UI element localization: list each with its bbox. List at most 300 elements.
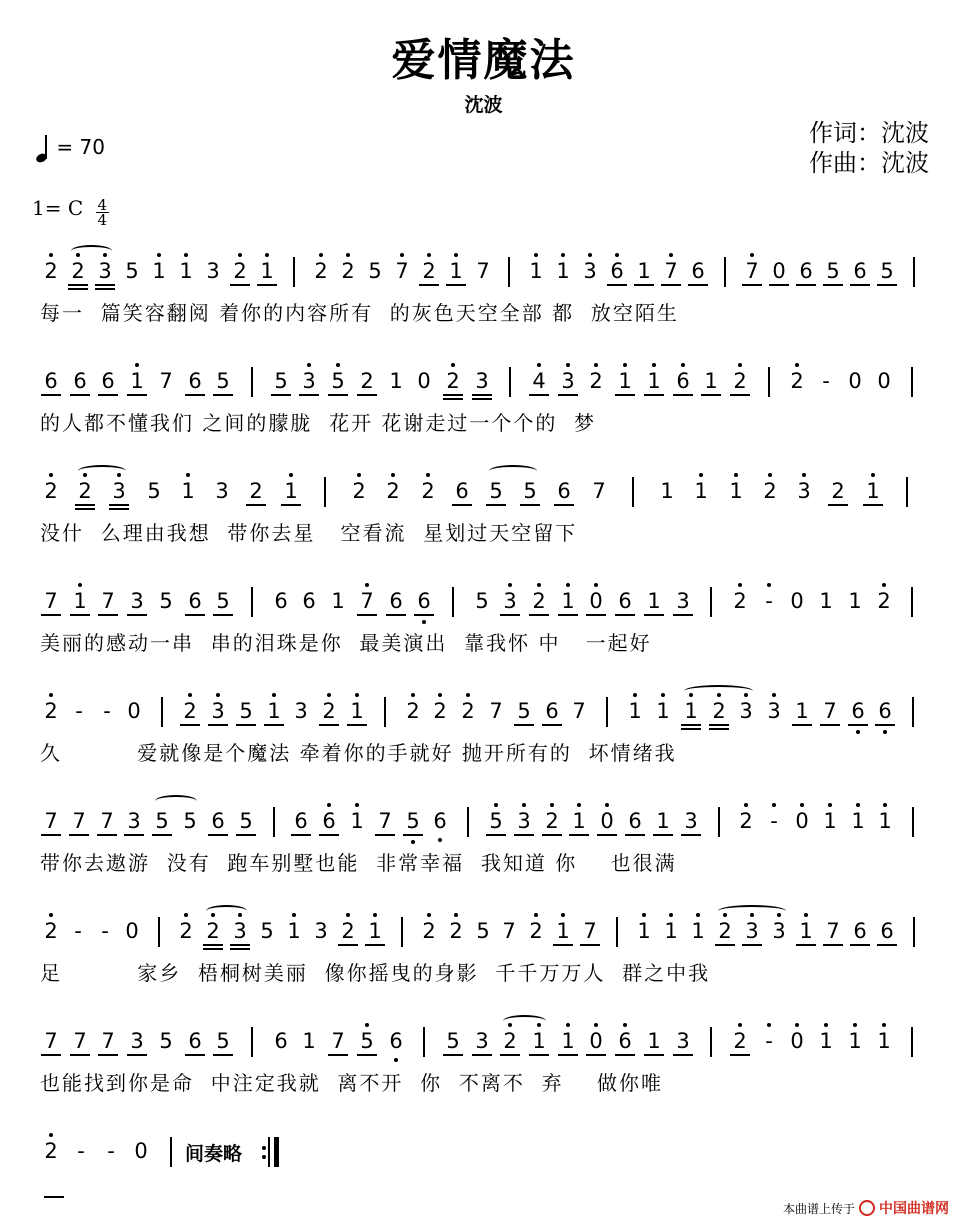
note-value: 1: [637, 919, 651, 943]
note: [212, 589, 234, 613]
note: [346, 809, 368, 833]
credits: [809, 118, 929, 178]
note-value: 1: [684, 699, 698, 723]
note-value: 5: [517, 699, 531, 723]
high-octave-dot: [186, 473, 190, 477]
note: [385, 589, 407, 613]
note-value: 5: [216, 369, 230, 393]
note-value: 6: [389, 589, 403, 613]
note: [202, 919, 224, 943]
note: [126, 369, 148, 393]
note-value: 3: [130, 1029, 144, 1053]
note-value: 7: [73, 1029, 87, 1053]
note-value: 3: [767, 699, 781, 723]
high-octave-dot: [391, 473, 395, 477]
note: [270, 589, 292, 613]
note-value: 1: [331, 589, 345, 613]
note-value: 0: [600, 809, 614, 833]
note-value: 3: [797, 479, 811, 503]
note-value: 1: [637, 259, 651, 283]
note: [69, 369, 91, 393]
key-value: 1= C: [32, 196, 84, 220]
note: [741, 259, 763, 283]
note-value: 3: [676, 1029, 690, 1053]
note: [70, 1139, 92, 1163]
high-octave-dot: [336, 363, 340, 367]
high-octave-dot: [642, 913, 646, 917]
note: [175, 919, 197, 943]
note: [541, 699, 563, 723]
note-value: 2: [341, 919, 355, 943]
high-octave-dot: [49, 913, 53, 917]
high-octave-dot: [49, 693, 53, 697]
note-value: 1: [851, 809, 865, 833]
high-octave-dot: [238, 253, 242, 257]
note: [179, 699, 201, 723]
note-value: -: [107, 1139, 115, 1163]
note: [849, 259, 871, 283]
note-value: 3: [503, 589, 517, 613]
note-value: 6: [628, 809, 642, 833]
note: [94, 259, 116, 283]
note-value: 3: [517, 809, 531, 833]
note: [528, 589, 550, 613]
high-octave-dot: [767, 1023, 771, 1027]
note: [795, 259, 817, 283]
note: [374, 809, 396, 833]
note: [130, 1139, 152, 1163]
note-value: 5: [360, 1029, 374, 1053]
note: [298, 1029, 320, 1053]
note: [155, 589, 177, 613]
note-value: 2: [739, 809, 753, 833]
high-octave-dot: [824, 1023, 828, 1027]
barline: [251, 1027, 253, 1057]
note: [40, 699, 62, 723]
note-value: -: [765, 589, 773, 613]
high-octave-dot: [289, 473, 293, 477]
note-value: 1: [848, 589, 862, 613]
note: [687, 919, 709, 943]
note: [429, 809, 451, 833]
notation-line: [40, 465, 931, 515]
note: [385, 369, 407, 393]
note-value: 2: [206, 919, 220, 943]
note: [795, 919, 817, 943]
note-value: 2: [831, 479, 845, 503]
note: [585, 1029, 607, 1053]
note: [585, 589, 607, 613]
note: [579, 259, 601, 283]
note-value: 6: [545, 699, 559, 723]
quarter-note-icon: [36, 132, 50, 162]
note: [123, 699, 145, 723]
note: [735, 699, 757, 723]
note: [126, 1029, 148, 1053]
high-octave-dot: [738, 363, 742, 367]
note-value: 0: [795, 809, 809, 833]
barline: [452, 587, 454, 617]
note: [229, 259, 251, 283]
note: [68, 699, 90, 723]
note-value: 0: [125, 919, 139, 943]
high-octave-dot: [494, 803, 498, 807]
note: [97, 369, 119, 393]
note: [327, 1029, 349, 1053]
note-value: 7: [44, 1029, 58, 1053]
high-octave-dot: [272, 693, 276, 697]
note: [786, 589, 808, 613]
note-value: 6: [389, 1029, 403, 1053]
note: [874, 809, 896, 833]
note-value: 6: [851, 699, 865, 723]
note: [847, 699, 869, 723]
barline: [423, 1027, 425, 1057]
note: [97, 1029, 119, 1053]
note: [148, 259, 170, 283]
note-value: -: [75, 699, 83, 723]
note: [74, 479, 96, 503]
high-octave-dot: [795, 363, 799, 367]
notation-line: [40, 355, 931, 405]
note: [656, 479, 678, 503]
note: [741, 919, 763, 943]
score-row: [0, 465, 967, 565]
note-value: 6: [274, 1029, 288, 1053]
note: [708, 699, 730, 723]
note-value: 2: [532, 589, 546, 613]
note: [700, 369, 722, 393]
high-octave-dot: [357, 473, 361, 477]
note-value: 3: [294, 699, 308, 723]
high-octave-dot: [355, 693, 359, 697]
note: [525, 259, 547, 283]
note-value: 2: [352, 479, 366, 503]
high-octave-dot: [738, 1023, 742, 1027]
barline: [912, 807, 914, 837]
note-value: 1: [647, 369, 661, 393]
note: [385, 1029, 407, 1053]
tie-slur: [503, 1015, 546, 1027]
note: [758, 1029, 780, 1053]
note: [337, 919, 359, 943]
high-octave-dot: [508, 583, 512, 587]
score-row: [0, 355, 967, 455]
note-value: 1: [130, 369, 144, 393]
note: [768, 919, 790, 943]
note: [40, 259, 62, 283]
note-value: 7: [159, 369, 173, 393]
note-value: 1: [302, 1029, 316, 1053]
high-octave-dot: [696, 913, 700, 917]
high-octave-dot: [566, 583, 570, 587]
note: [298, 369, 320, 393]
note: [413, 589, 435, 613]
note: [687, 259, 709, 283]
note: [815, 589, 837, 613]
high-octave-dot: [594, 583, 598, 587]
note-value: 2: [589, 369, 603, 393]
note-value: 2: [763, 479, 777, 503]
note-value: 3: [211, 699, 225, 723]
high-octave-dot: [772, 693, 776, 697]
note-value: 1: [368, 919, 382, 943]
note: [815, 369, 837, 393]
note: [290, 699, 312, 723]
note: [624, 809, 646, 833]
note: [40, 479, 62, 503]
barline: [632, 477, 634, 507]
note: [67, 259, 89, 283]
notation-line: [40, 575, 931, 625]
note: [40, 919, 62, 943]
note-value: 5: [260, 919, 274, 943]
note-value: -: [74, 919, 82, 943]
high-octave-dot: [804, 913, 808, 917]
note: [557, 1029, 579, 1053]
note: [786, 1029, 808, 1053]
note-value: 0: [877, 369, 891, 393]
note-value: 0: [848, 369, 862, 393]
note: [633, 259, 655, 283]
high-octave-dot: [802, 473, 806, 477]
note-value: 6: [73, 369, 87, 393]
note-value: 7: [378, 809, 392, 833]
high-octave-dot: [438, 693, 442, 697]
note-value: 1: [819, 589, 833, 613]
key-signature: [32, 196, 109, 227]
high-octave-dot: [623, 1023, 627, 1027]
note-value: 5: [239, 809, 253, 833]
tie-slur: [684, 685, 753, 697]
note: [68, 809, 90, 833]
note: [310, 919, 332, 943]
note-value: 0: [589, 589, 603, 613]
note: [876, 259, 898, 283]
note: [725, 479, 747, 503]
high-octave-dot: [157, 253, 161, 257]
high-octave-dot: [319, 253, 323, 257]
note-value: 7: [100, 809, 114, 833]
note: [175, 259, 197, 283]
note: [759, 479, 781, 503]
note-value: 2: [386, 479, 400, 503]
note: [256, 919, 278, 943]
note-value: 6: [302, 589, 316, 613]
note: [768, 259, 790, 283]
note: [69, 1029, 91, 1053]
note-value: 2: [44, 1139, 58, 1163]
note-value: 1: [647, 589, 661, 613]
note-value: 2: [314, 259, 328, 283]
note-value: 5: [489, 809, 503, 833]
note: [844, 369, 866, 393]
note-value: 2: [183, 699, 197, 723]
note-value: 6: [294, 809, 308, 833]
tie-slur: [489, 465, 537, 477]
note-value: -: [101, 919, 109, 943]
note-value: 3: [684, 809, 698, 833]
note: [643, 589, 665, 613]
high-octave-dot: [882, 1023, 886, 1027]
note: [451, 479, 473, 503]
note: [202, 259, 224, 283]
note-value: 5: [476, 919, 490, 943]
note: [121, 259, 143, 283]
high-octave-dot: [534, 913, 538, 917]
note: [471, 1029, 493, 1053]
note-value: -: [770, 809, 778, 833]
note: [356, 1029, 378, 1053]
site-name: 中国曲谱网: [879, 1201, 949, 1217]
high-octave-dot: [744, 803, 748, 807]
barline: [724, 257, 726, 287]
note: [614, 589, 636, 613]
low-octave-dot: [394, 1058, 398, 1062]
note: [525, 919, 547, 943]
note-value: 5: [155, 809, 169, 833]
note-value: 5: [489, 479, 503, 503]
barline: [768, 367, 770, 397]
note-value: 1: [628, 699, 642, 723]
note-value: 7: [44, 809, 58, 833]
note-value: 2: [406, 699, 420, 723]
note: [660, 919, 682, 943]
note: [822, 919, 844, 943]
notation-line: [40, 1125, 931, 1175]
note-value: 1: [729, 479, 743, 503]
note-value: 2: [877, 589, 891, 613]
note: [672, 589, 694, 613]
note: [298, 589, 320, 613]
note: [184, 1029, 206, 1053]
note-value: 7: [823, 699, 837, 723]
note: [126, 589, 148, 613]
note-value: 2: [179, 919, 193, 943]
high-octave-dot: [411, 693, 415, 697]
note-value: 6: [322, 809, 336, 833]
high-octave-dot: [566, 363, 570, 367]
note: [786, 369, 808, 393]
high-octave-dot: [78, 583, 82, 587]
note-value: 5: [274, 369, 288, 393]
high-octave-dot: [537, 363, 541, 367]
note: [758, 589, 780, 613]
note: [337, 259, 359, 283]
note-value: 3: [215, 479, 229, 503]
note: [94, 919, 116, 943]
upload-note: 本曲谱上传于: [782, 1201, 855, 1216]
note: [290, 809, 312, 833]
lyric-line: 带你去遨游 没有 跑车别墅也能 非常幸福 我知道 你 也很满: [40, 851, 677, 875]
note-value: 1: [284, 479, 298, 503]
note-value: 2: [421, 479, 435, 503]
note: [418, 919, 440, 943]
note-value: 5: [475, 589, 489, 613]
barline: [161, 697, 163, 727]
note: [557, 369, 579, 393]
note: [472, 259, 494, 283]
note-value: 4: [532, 369, 546, 393]
note-value: 1: [260, 259, 274, 283]
note: [418, 259, 440, 283]
note: [660, 259, 682, 283]
note-value: 6: [610, 259, 624, 283]
barline: [911, 367, 913, 397]
note-value: 5: [125, 259, 139, 283]
note: [413, 369, 435, 393]
note: [485, 479, 507, 503]
note: [568, 699, 590, 723]
note: [793, 479, 815, 503]
high-octave-dot: [633, 693, 637, 697]
barline: [509, 367, 511, 397]
note-value: 1: [181, 479, 195, 503]
note: [40, 1139, 62, 1163]
barline: [616, 917, 618, 947]
note: [672, 369, 694, 393]
note: [614, 1029, 636, 1053]
high-octave-dot: [882, 583, 886, 587]
note: [391, 259, 413, 283]
high-octave-dot: [265, 253, 269, 257]
note-value: 1: [529, 259, 543, 283]
note-value: 6: [853, 259, 867, 283]
note-value: 5: [216, 1029, 230, 1053]
note: [184, 369, 206, 393]
high-octave-dot: [669, 253, 673, 257]
note-value: 5: [446, 1029, 460, 1053]
barline: [913, 917, 915, 947]
note-value: 1: [73, 589, 87, 613]
tempo-marking: [36, 132, 105, 162]
note-value: 6: [188, 369, 202, 393]
tie-slur: [206, 905, 247, 917]
note-value: 1: [647, 1029, 661, 1053]
barline: [170, 1137, 172, 1167]
high-octave-dot: [307, 363, 311, 367]
high-octave-dot: [346, 913, 350, 917]
note: [690, 479, 712, 503]
note: [364, 919, 386, 943]
note-value: 6: [880, 919, 894, 943]
note: [263, 699, 285, 723]
note-value: 7: [583, 919, 597, 943]
note: [229, 919, 251, 943]
note-value: 2: [422, 259, 436, 283]
note-value: 6: [878, 699, 892, 723]
note: [714, 919, 736, 943]
high-octave-dot: [768, 473, 772, 477]
note: [457, 699, 479, 723]
tie-slur: [155, 795, 197, 807]
high-octave-dot: [346, 253, 350, 257]
note-value: 1: [572, 809, 586, 833]
high-octave-dot: [767, 583, 771, 587]
note-value: 7: [395, 259, 409, 283]
note: [791, 699, 813, 723]
note: [513, 809, 535, 833]
note: [245, 479, 267, 503]
high-octave-dot: [49, 253, 53, 257]
note-value: 2: [322, 699, 336, 723]
note: [310, 259, 332, 283]
note-value: 2: [360, 369, 374, 393]
note: [874, 699, 896, 723]
high-octave-dot: [661, 693, 665, 697]
tempo-value: = 70: [56, 135, 105, 159]
note-value: 1: [532, 1029, 546, 1053]
